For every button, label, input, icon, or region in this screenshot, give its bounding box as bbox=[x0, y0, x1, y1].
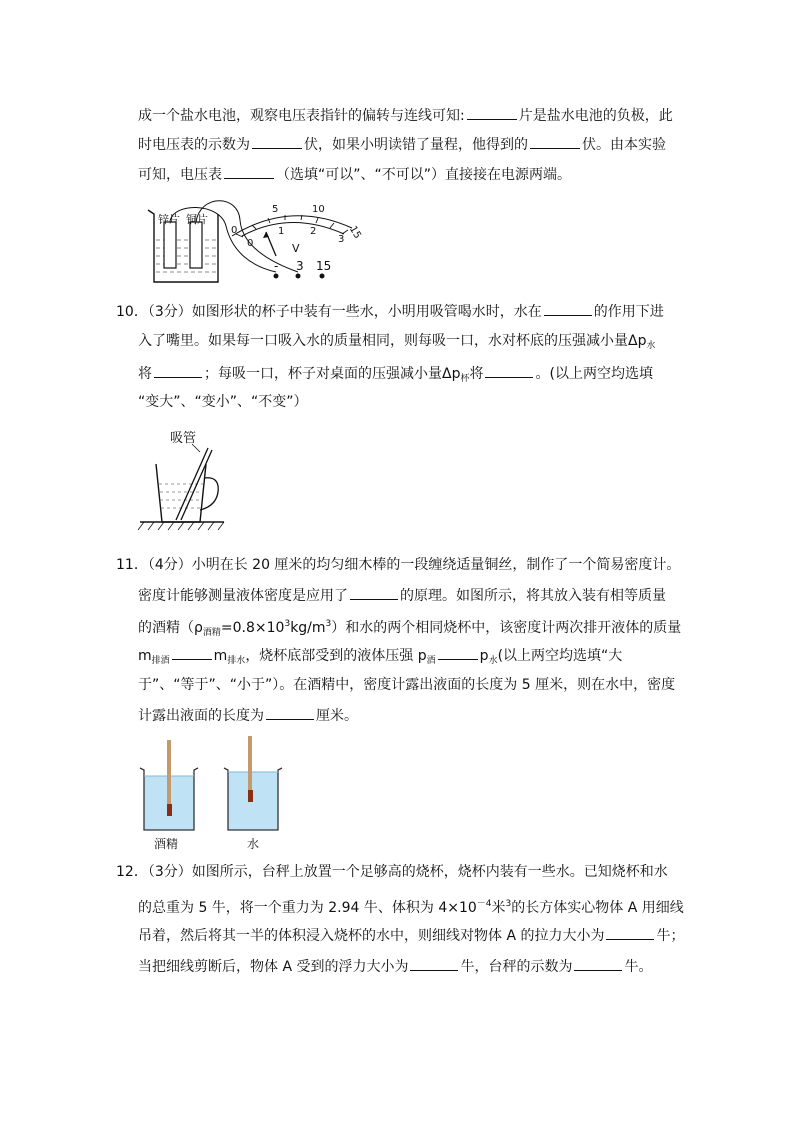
q9-text: 片是盐水电池的负极，此 bbox=[518, 108, 673, 124]
densimeter-figure bbox=[136, 734, 286, 854]
dial-outer-arc bbox=[232, 216, 352, 236]
q12-line-2 bbox=[138, 894, 684, 918]
terminal-neg-label: - bbox=[274, 259, 279, 273]
q11-text: =0.8×10 bbox=[220, 620, 285, 636]
q12-superscript: 3 bbox=[505, 899, 512, 909]
q11-text: ，烧杯底部受到的液体压强 p bbox=[245, 648, 427, 664]
q12-line-3 bbox=[138, 925, 684, 946]
q10-subscript: 水 bbox=[646, 341, 656, 351]
q11-text: 的酒精（ρ bbox=[138, 620, 203, 636]
dial-top-5: 5 bbox=[272, 204, 279, 215]
dial-inner-arc bbox=[242, 222, 344, 236]
q11-text: 11．（4分）小明在长 20 厘米的均匀细木棒的一段缠绕适量铜丝，制作了一个简易密度计。 bbox=[116, 557, 681, 573]
salt-water-battery-figure bbox=[140, 196, 370, 288]
q11-text: m bbox=[213, 648, 228, 664]
terminal-15-label: 15 bbox=[316, 259, 332, 273]
dial-low-1: 1 bbox=[278, 226, 285, 237]
q11-line-1 bbox=[116, 555, 680, 575]
q11-line-4 bbox=[138, 645, 622, 671]
answer-blank[interactable] bbox=[252, 134, 302, 149]
answer-blank[interactable] bbox=[485, 363, 533, 378]
answer-blank[interactable] bbox=[544, 301, 592, 316]
q11-text: m bbox=[138, 648, 152, 664]
dial-low-2: 2 bbox=[310, 226, 317, 237]
q11-text: 于”、“等于”、“小于”）。在酒精中，密度计露出液面的长度为 5 厘米，则在水中，密度 bbox=[138, 677, 676, 693]
q10-text: 将 bbox=[138, 366, 152, 382]
q10-line-3 bbox=[138, 363, 653, 389]
q12-text: 12．（3分）如图所示，台秤上放置一个足够高的烧杯，烧杯内装有一些水。已知烧杯和水 bbox=[116, 864, 668, 880]
terminal-3 bbox=[296, 274, 301, 279]
q12-line-1 bbox=[116, 862, 668, 882]
alcohol-label: 酒精 bbox=[154, 837, 179, 851]
q12-text: 的长方体实心物体 A 用细线 bbox=[511, 900, 684, 916]
q10-text: 将 bbox=[469, 366, 484, 382]
q11-text: 密度计能够测量液体密度是应用了 bbox=[138, 588, 348, 604]
q10-line-1 bbox=[116, 301, 664, 322]
q9-line-2 bbox=[138, 134, 666, 155]
q11-line-6 bbox=[138, 705, 358, 726]
dial-top-15: 15 bbox=[346, 224, 363, 241]
answer-blank[interactable] bbox=[410, 956, 458, 971]
q12-line-4 bbox=[138, 956, 652, 977]
answer-blank[interactable] bbox=[438, 645, 478, 660]
q9-line-3 bbox=[138, 164, 571, 185]
q11-text: 厘米。 bbox=[316, 708, 358, 724]
dial-top-0: 0 bbox=[231, 225, 238, 236]
terminal-negative bbox=[274, 274, 279, 279]
q11-subscript: 酒精 bbox=[202, 628, 221, 638]
water-label: 水 bbox=[247, 837, 260, 851]
copper-plate bbox=[190, 222, 202, 268]
q9-text: 伏，如果小明读错了量程，他得到的 bbox=[304, 137, 528, 153]
dial-top-10: 10 bbox=[312, 204, 325, 215]
q9-text: 成一个盐水电池，观察电压表指针的偏转与连线可知: bbox=[138, 108, 465, 124]
q12-text: 当把细线剪断后，物体 A 受到的浮力大小为 bbox=[138, 959, 409, 975]
q12-text: 的总重为 5 牛，将一个重力为 2.94 牛、体积为 4×10 bbox=[138, 900, 477, 916]
q11-text: kg/m bbox=[290, 620, 326, 636]
q11-text: 的原理。如图所示，将其放入装有相等质量 bbox=[400, 588, 666, 604]
q9-text: （选填“可以”、“不可以”）直接接在电源两端。 bbox=[276, 167, 572, 183]
dial-low-0: 0 bbox=[247, 238, 254, 249]
q11-subscript: 排水 bbox=[227, 656, 246, 666]
q10-line-4 bbox=[138, 392, 308, 412]
zinc-plate bbox=[164, 222, 176, 268]
q11-text: 计露出液面的长度为 bbox=[138, 708, 264, 724]
q12-text: 吊着，然后将其一半的体积浸入烧杯的水中，则细线对物体 A 的拉力大小为 bbox=[138, 928, 605, 944]
q9-line-1 bbox=[138, 105, 673, 126]
answer-blank[interactable] bbox=[154, 363, 202, 378]
q11-text: ）和水的两个相同烧杯中，该密度计两次排开液体的质量 bbox=[331, 620, 682, 636]
terminal-15 bbox=[320, 274, 325, 279]
answer-blank[interactable] bbox=[266, 705, 314, 720]
straw-label: 吸管 bbox=[170, 431, 197, 446]
q11-line-2 bbox=[138, 585, 666, 606]
q9-text: 时电压表的示数为 bbox=[138, 137, 250, 153]
q11-line-3 bbox=[138, 614, 681, 643]
q11-text: (以上两空均选填“大 bbox=[497, 648, 623, 664]
q10-text: “变大”、“变小”、“不变”） bbox=[138, 394, 308, 410]
q11-subscript: 排酒 bbox=[151, 656, 170, 666]
q10-line-2 bbox=[138, 331, 655, 356]
zinc-label: 锌片 bbox=[158, 213, 180, 226]
q12-text: 牛。 bbox=[624, 959, 653, 975]
answer-blank[interactable] bbox=[350, 585, 398, 600]
q10-text: ；每吸一口，杯子对桌面的压强减小量Δp bbox=[204, 366, 461, 382]
answer-blank[interactable] bbox=[530, 134, 580, 149]
q10-text: 10．（3分）如图形状的杯子中装有一些水，小明用吸管喝水时，水在 bbox=[116, 304, 542, 320]
cup-straw-figure bbox=[136, 426, 236, 536]
q11-superscript: 3 bbox=[284, 619, 291, 629]
q10-subscript: 杯 bbox=[460, 374, 470, 384]
cup-body bbox=[156, 464, 206, 522]
q9-text: 可知，电压表 bbox=[138, 167, 222, 183]
q12-text: 牛，台秤的示数为 bbox=[460, 959, 573, 975]
q12-superscript: －4 bbox=[476, 899, 492, 909]
terminal-3-label: 3 bbox=[296, 259, 304, 273]
q11-subscript: 水 bbox=[488, 656, 498, 666]
dial-unit: V bbox=[292, 242, 300, 255]
q10-text: 的作用下进 bbox=[593, 304, 664, 320]
q10-text: 入了嘴里。如果每一口吸入水的质量相同，则每吸一口，水对杯底的压强减小量Δp bbox=[138, 333, 647, 349]
q9-text: 伏。由本实验 bbox=[582, 137, 666, 153]
q11-subscript: 酒 bbox=[426, 656, 436, 666]
answer-blank[interactable] bbox=[224, 164, 274, 179]
answer-blank[interactable] bbox=[172, 645, 212, 660]
q11-line-5 bbox=[138, 675, 675, 695]
q10-text: 。(以上两空均选填 bbox=[535, 366, 653, 382]
answer-blank[interactable] bbox=[606, 925, 654, 940]
answer-blank[interactable] bbox=[467, 105, 517, 120]
answer-blank[interactable] bbox=[574, 956, 622, 971]
q12-text: 米 bbox=[491, 900, 506, 916]
dial-low-3: 3 bbox=[338, 234, 345, 245]
q11-text: p bbox=[479, 648, 489, 664]
q11-superscript: 3 bbox=[325, 619, 332, 629]
copper-label: 铜片 bbox=[186, 213, 208, 226]
q12-text: 牛； bbox=[656, 928, 685, 944]
